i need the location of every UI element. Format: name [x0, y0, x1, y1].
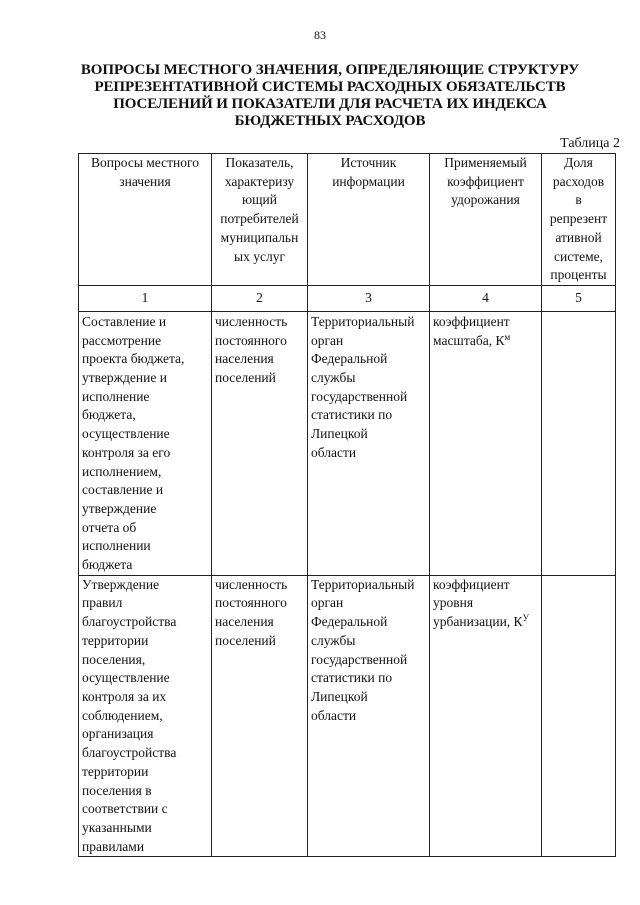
share-cell	[542, 575, 616, 857]
coefficient-text: урбанизации, К	[433, 614, 523, 630]
header-line: Вопросы местного	[91, 155, 199, 170]
column-number: 4	[430, 285, 542, 311]
cell-line: правилами	[82, 838, 145, 854]
title-line: БЮДЖЕТНЫХ РАСХОДОВ	[234, 113, 426, 129]
cell-line: Составление и	[82, 313, 167, 329]
cell-line: орган	[311, 332, 344, 348]
cell-line: Липецкой	[311, 688, 368, 704]
cell-line: Липецкой	[311, 426, 368, 442]
cell-line: контроля за их	[82, 688, 167, 704]
cell-line: коэффициент	[433, 313, 510, 329]
header-line: ых услуг	[234, 248, 285, 264]
cell-line: Утверждение	[82, 576, 160, 592]
indicator-cell	[212, 575, 308, 857]
page-number: 83	[314, 28, 326, 42]
cell-line: организация	[82, 726, 154, 742]
question-cell	[79, 575, 212, 857]
coefficient-cell	[430, 311, 542, 575]
header-line: Показатель,	[225, 155, 294, 170]
cell-line: Федеральной	[311, 351, 388, 367]
cell-line: утверждение	[82, 500, 157, 516]
table-row	[79, 311, 616, 575]
header-line: проценты	[550, 267, 607, 283]
header-line: ативной	[555, 229, 602, 245]
cell-line: соблюдением,	[82, 707, 163, 723]
cell-line: государственной	[311, 651, 408, 667]
header-line: в	[575, 192, 582, 208]
header-cell-question	[79, 154, 212, 286]
cell-line: орган	[311, 595, 344, 611]
cell-line: исполнении	[82, 538, 151, 554]
cell-line: указанными	[82, 819, 152, 835]
cell-line: исполнение	[82, 388, 150, 404]
cell-line: Территориальный	[311, 576, 415, 592]
cell-line: статистики по	[311, 670, 393, 686]
cell-line: населения	[215, 614, 274, 630]
cell-line: контроля за его	[82, 444, 171, 460]
cell-line: утверждение и	[82, 370, 167, 386]
document-title	[60, 62, 600, 130]
indicator-cell	[212, 311, 308, 575]
cell-line: постоянного	[215, 332, 287, 348]
question-cell	[79, 311, 212, 575]
header-line: Применяемый	[444, 155, 527, 170]
header-line: коэффициент	[447, 173, 524, 189]
cell-line: поселения,	[82, 651, 146, 667]
cell-line: исполнением,	[82, 463, 162, 479]
cell-line: постоянного	[215, 595, 287, 611]
cell-line: правил	[82, 595, 123, 611]
coefficient-superscript: У	[522, 613, 529, 624]
header-line: муниципальн	[220, 229, 299, 245]
cell-line: области	[311, 444, 357, 460]
coefficient-cell	[430, 575, 542, 857]
column-number: 1	[79, 285, 212, 311]
source-cell	[308, 575, 430, 857]
title-line: РЕПРЕЗЕНТАТИВНОЙ СИСТЕМЫ РАСХОДНЫХ ОБЯЗАТЕЛЬСТВ	[94, 79, 566, 95]
header-line: Источник	[340, 155, 397, 170]
cell-line: соответствии с	[82, 801, 168, 817]
column-number: 3	[308, 285, 430, 311]
cell-line: проекта бюджета,	[82, 351, 185, 367]
header-cell-coefficient	[430, 154, 542, 286]
cell-line: Территориальный	[311, 313, 415, 329]
coefficient-text: масштаба, К	[433, 332, 505, 348]
cell-line: населения	[215, 351, 274, 367]
header-line: удорожания	[451, 192, 520, 208]
header-line: Доля	[564, 155, 593, 170]
table-row	[79, 575, 616, 857]
cell-line: территории	[82, 763, 149, 779]
header-line: расходов	[552, 173, 605, 189]
cell-line: численность	[215, 576, 288, 592]
table-caption: Таблица 2	[560, 136, 620, 151]
column-number: 2	[212, 285, 308, 311]
cell-line	[433, 613, 538, 632]
cell-line: государственной	[311, 388, 408, 404]
budget-table	[78, 153, 616, 857]
header-cell-indicator	[212, 154, 308, 286]
title-line: ПОСЕЛЕНИЙ И ПОКАЗАТЕЛИ ДЛЯ РАСЧЕТА ИХ ИНДЕКСА	[113, 96, 547, 112]
cell-line: Федеральной	[311, 614, 388, 630]
column-number-row	[79, 285, 616, 311]
cell-line: численность	[215, 313, 288, 329]
cell-line: рассмотрение	[82, 332, 162, 348]
cell-line: осуществление	[82, 426, 170, 442]
header-line: характеризу	[224, 173, 295, 189]
cell-line: области	[311, 707, 357, 723]
cell-line: осуществление	[82, 670, 170, 686]
cell-line: отчета об	[82, 519, 137, 535]
header-line: системе,	[553, 248, 603, 264]
cell-line: благоустройства	[82, 614, 177, 630]
header-cell-share	[542, 154, 616, 286]
header-line: информации	[332, 173, 405, 189]
share-cell	[542, 311, 616, 575]
column-number: 5	[542, 285, 616, 311]
cell-line: уровня	[433, 595, 474, 611]
cell-line: бюджета	[82, 557, 133, 573]
cell-line: статистики по	[311, 407, 393, 423]
cell-line: территории	[82, 632, 149, 648]
cell-line: благоустройства	[82, 745, 177, 761]
cell-line: составление и	[82, 482, 164, 498]
cell-line: поселений	[215, 370, 276, 386]
cell-line: коэффициент	[433, 576, 510, 592]
header-line: репрезент	[549, 211, 608, 227]
cell-line: поселений	[215, 632, 276, 648]
cell-line: службы	[311, 370, 356, 386]
coefficient-superscript: м	[504, 331, 511, 342]
header-cell-source	[308, 154, 430, 286]
cell-line: поселения в	[82, 782, 152, 798]
cell-line: бюджета,	[82, 407, 136, 423]
source-cell	[308, 311, 430, 575]
header-line: значения	[119, 173, 171, 189]
header-row	[79, 154, 616, 286]
header-line: ющий	[242, 192, 277, 208]
cell-line: службы	[311, 632, 356, 648]
cell-line	[433, 332, 538, 351]
title-line: ВОПРОСЫ МЕСТНОГО ЗНАЧЕНИЯ, ОПРЕДЕЛЯЮЩИЕ СТРУКТУРУ	[80, 62, 580, 78]
header-line: потребителей	[220, 211, 299, 227]
